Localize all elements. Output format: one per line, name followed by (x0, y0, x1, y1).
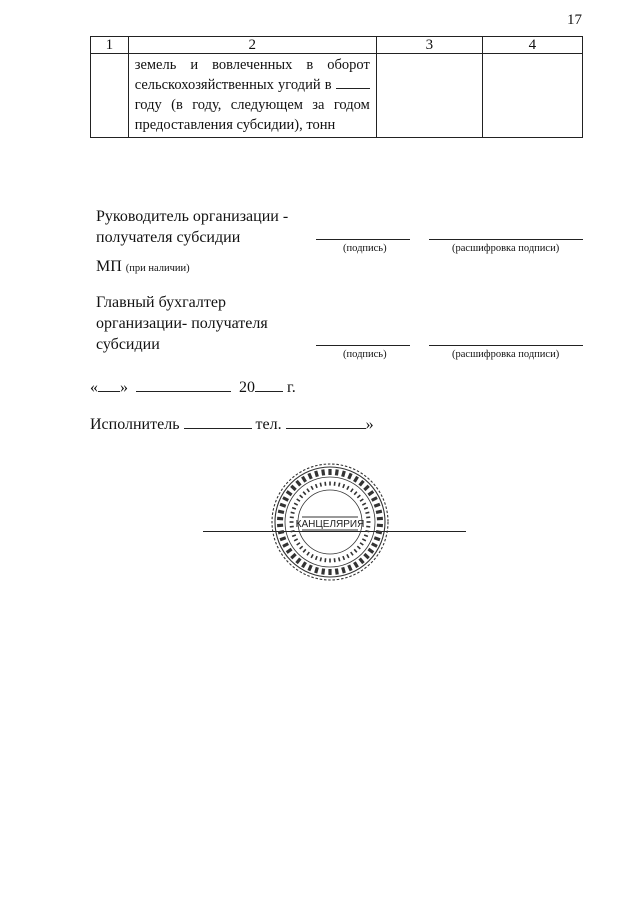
date-open-quote: « (90, 379, 98, 396)
seal-glyph-mark (295, 480, 301, 487)
year-suffix: г. (287, 379, 296, 396)
seal-glyph-mark (315, 556, 318, 560)
seal-glyph-mark (367, 521, 371, 523)
table-row (91, 54, 583, 138)
seal-glyph-mark (286, 490, 293, 496)
seal-glyph-mark (342, 556, 345, 560)
seal-glyph-mark (328, 569, 331, 575)
header-col-1: 1 (91, 37, 129, 54)
head-signature-title (96, 206, 288, 248)
phone-label: тел. (255, 416, 282, 433)
header-col-4: 4 (482, 37, 582, 54)
seal-glyph-mark (292, 534, 296, 537)
seal-glyph-mark (295, 557, 301, 564)
seal-glyph-mark (286, 548, 293, 554)
seal-glyph-mark (354, 549, 358, 553)
seal-glyph-mark (328, 469, 331, 475)
head-signature-line (316, 239, 410, 240)
seal-glyph-mark (360, 542, 364, 546)
seal-glyph-mark (335, 469, 339, 475)
seal-glyph-mark (341, 471, 346, 478)
seal-glyph-mark (367, 490, 374, 496)
seal-glyph-mark (307, 473, 312, 480)
seal-glyph-mark (301, 476, 307, 483)
seal-glyph-mark (363, 485, 370, 491)
seal-glyph-mark (290, 530, 294, 533)
executor-label: Исполнитель (90, 416, 180, 433)
seal-glyph-mark (277, 524, 283, 528)
seal-glyph-mark (342, 484, 345, 488)
head-title-line1: Руководитель организации - (96, 208, 289, 225)
seal-glyph-mark (310, 486, 313, 490)
seal-glyph-mark (280, 536, 287, 541)
seal-glyph-mark (350, 552, 354, 556)
seal-glyph-mark (320, 482, 323, 486)
seal-glyph-mark (292, 507, 296, 510)
seal-glyph-mark (358, 557, 364, 564)
seal-glyph-mark (282, 542, 289, 548)
seal-glyph-mark (354, 491, 358, 495)
head-title-line2: получателя субсидии (96, 229, 241, 246)
seal-glyph-mark (363, 553, 370, 559)
desc-text-part2: году (в году, следующем за годом предоставления субсидии), тонн (134, 97, 370, 133)
accountant-signature-title (96, 292, 268, 355)
seal-glyph-mark (350, 488, 354, 492)
seal-glyph-mark (306, 552, 310, 556)
head-sign-caption: (подпись) (343, 243, 387, 254)
seal-glyph-mark (299, 546, 303, 550)
header-col-2: 2 (128, 37, 376, 54)
head-decode-line (429, 239, 583, 240)
seal-glyph-mark (376, 510, 383, 514)
seal-glyph-mark (296, 542, 300, 546)
seal-glyph-mark (310, 554, 313, 558)
seal-glyph-mark (306, 488, 310, 492)
seal-glyph-mark (347, 473, 352, 480)
date-line (90, 377, 296, 397)
seal-place-label (96, 258, 190, 276)
mp-note: (при наличии) (125, 263, 190, 274)
seal-glyph-mark (362, 538, 366, 541)
seal-glyph-mark (301, 561, 307, 568)
seal-glyph-mark (341, 567, 346, 574)
phone-blank (286, 414, 366, 429)
seal-glyph-mark (290, 516, 294, 518)
seal-glyph-mark (377, 524, 383, 528)
row-value-cell-4 (482, 54, 582, 138)
desc-text-part1: земель и вовлеченных в оборот сельскохозяйственных угодий в (134, 57, 370, 93)
executor-line (90, 414, 374, 434)
seal-glyph-mark (364, 507, 368, 510)
seal-glyph-mark (280, 503, 287, 508)
head-decode-caption: (расшифровка подписи) (452, 243, 560, 254)
seal-glyph-mark (321, 568, 325, 574)
seal-glyph-mark (314, 567, 319, 574)
seal-glyph-mark (338, 557, 341, 561)
seal-glyph-mark (320, 557, 323, 561)
seal-glyph-mark (364, 534, 368, 537)
continuation-table (90, 36, 583, 138)
page-number: 17 (567, 12, 582, 28)
seal-glyph-mark (366, 516, 370, 518)
seal-glyph-mark (365, 512, 369, 515)
seal-glyph-mark (346, 554, 349, 558)
seal-glyph-mark (278, 510, 285, 514)
seal-glyph-mark (365, 530, 369, 533)
seal-glyph-mark (353, 561, 359, 568)
header-col-3: 3 (376, 37, 482, 54)
mp-label: МП (96, 258, 122, 275)
row-number-cell (91, 54, 129, 138)
seal-glyph-mark (290, 553, 297, 559)
seal-glyph-mark (353, 476, 359, 483)
seal-glyph-mark (357, 546, 361, 550)
seal-center-text: КАНЦЕЛЯРИЯ (295, 519, 365, 530)
month-blank (136, 377, 231, 392)
year-blank (255, 377, 283, 392)
seal-glyph-mark (357, 495, 361, 499)
accountant-signature-line (316, 345, 410, 346)
seal-glyph-mark (290, 512, 294, 515)
row-value-cell-3 (376, 54, 482, 138)
seal-glyph-mark (290, 521, 294, 523)
executor-close-quote: » (365, 416, 374, 433)
seal-glyph-mark (347, 564, 352, 571)
seal-glyph-mark (290, 485, 297, 491)
seal-glyph-mark (334, 482, 336, 486)
official-seal-stamp (268, 460, 394, 584)
seal-glyph-mark (371, 496, 378, 502)
seal-glyph-mark (367, 548, 374, 554)
seal-glyph-mark (346, 486, 349, 490)
accountant-title-line2: организации- получателя (96, 315, 268, 332)
seal-glyph-mark (329, 482, 331, 486)
seal-glyph-mark (299, 495, 303, 499)
year-blank (336, 76, 370, 89)
row-description-cell (128, 54, 376, 138)
seal-glyph-mark (278, 530, 285, 534)
executor-name-blank (184, 414, 252, 429)
seal-glyph-mark (324, 482, 326, 486)
accountant-sign-caption: (подпись) (343, 349, 387, 360)
seal-glyph-mark (358, 480, 364, 487)
accountant-title-line1: Главный бухгалтер (96, 294, 226, 311)
seal-glyph-mark (307, 564, 312, 571)
seal-glyph-mark (321, 469, 325, 475)
seal-glyph-mark (290, 526, 294, 528)
seal-glyph-mark (294, 538, 298, 541)
accountant-decode-line (429, 345, 583, 346)
seal-glyph-mark (376, 530, 383, 534)
accountant-title-line3: субсидии (96, 336, 160, 353)
seal-glyph-mark (294, 502, 298, 505)
seal-glyph-mark (374, 503, 381, 508)
seal-glyph-mark (324, 558, 326, 562)
seal-glyph-mark (277, 517, 283, 521)
seal-glyph-mark (296, 498, 300, 502)
seal-glyph-mark (315, 484, 318, 488)
seal-glyph-mark (360, 498, 364, 502)
table-header-row (91, 37, 583, 54)
seal-glyph-mark (303, 549, 307, 553)
seal-glyph-mark (374, 536, 381, 541)
seal-glyph-mark (371, 542, 378, 548)
seal-glyph-mark (314, 471, 319, 478)
year-prefix: 20 (239, 379, 255, 396)
accountant-decode-caption: (расшифровка подписи) (452, 349, 560, 360)
day-blank (98, 377, 120, 392)
seal-glyph-mark (362, 502, 366, 505)
seal-glyph-mark (335, 568, 339, 574)
seal-glyph-mark (338, 482, 341, 486)
seal-glyph-mark (334, 558, 336, 562)
seal-glyph-mark (366, 526, 370, 528)
seal-glyph-mark (303, 491, 307, 495)
seal-glyph-mark (282, 496, 289, 502)
seal-glyph-mark (377, 517, 383, 521)
seal-glyph-mark (329, 559, 331, 563)
date-close-quote: » (120, 379, 128, 396)
